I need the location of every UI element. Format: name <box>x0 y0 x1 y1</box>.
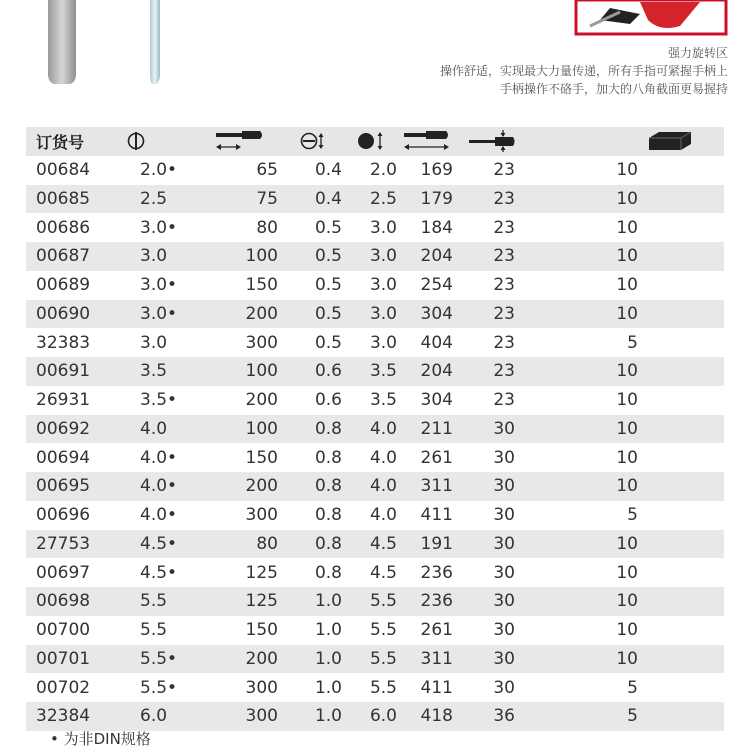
tip-diameter-cell: 5.5 <box>342 616 397 645</box>
blade-length-cell: 200 <box>196 386 282 415</box>
total-length-cell: 179 <box>397 185 457 214</box>
blade-thickness-cell: 1.0 <box>282 587 342 616</box>
handle-closeup-image <box>576 0 726 34</box>
pack-quantity-cell: 10 <box>527 415 724 444</box>
handle-diameter-cell: 30 <box>457 530 527 559</box>
table-row <box>26 213 724 242</box>
order-number-cell: 00691 <box>26 357 126 386</box>
blade-length-cell: 100 <box>196 242 282 271</box>
blade-thickness-cell: 0.5 <box>282 328 342 357</box>
handle-diameter-icon <box>457 127 527 156</box>
blade-side-image <box>150 0 160 84</box>
pack-quantity-cell: 10 <box>527 472 724 501</box>
tip-diameter-cell: 5.5 <box>342 645 397 674</box>
handle-diameter-cell: 30 <box>457 587 527 616</box>
blade-thickness-cell: 0.8 <box>282 472 342 501</box>
tip-diameter-cell: 4.0 <box>342 472 397 501</box>
blade-thickness-cell: 1.0 <box>282 673 342 702</box>
table-row <box>26 271 724 300</box>
order-number-cell: 00686 <box>26 213 126 242</box>
pack-quantity-cell: 10 <box>527 185 724 214</box>
blade-width-cell: 4.0 <box>126 415 196 444</box>
order-number-cell: 00685 <box>26 185 126 214</box>
blade-width-cell: 6.0 <box>126 702 196 731</box>
tip-diameter-cell: 4.5 <box>342 530 397 559</box>
order-number-cell: 00700 <box>26 616 126 645</box>
tip-diameter-cell: 6.0 <box>342 702 397 731</box>
blade-width-cell: 4.0• <box>126 472 196 501</box>
total-length-cell: 254 <box>397 271 457 300</box>
pack-quantity-cell: 5 <box>527 501 724 530</box>
table-header-row <box>26 127 724 156</box>
pack-quantity-cell: 10 <box>527 616 724 645</box>
blade-length-cell: 300 <box>196 673 282 702</box>
blade-length-cell: 200 <box>196 645 282 674</box>
blade-thickness-cell: 0.8 <box>282 558 342 587</box>
blade-length-cell: 300 <box>196 328 282 357</box>
blade-length-cell: 200 <box>196 472 282 501</box>
blade-length-cell: 150 <box>196 271 282 300</box>
table-row <box>26 357 724 386</box>
blade-width-cell: 5.5• <box>126 673 196 702</box>
handle-diameter-cell: 30 <box>457 501 527 530</box>
total-length-cell: 418 <box>397 702 457 731</box>
blade-thickness-cell: 0.5 <box>282 213 342 242</box>
table-row <box>26 501 724 530</box>
blade-thickness-icon <box>282 127 342 156</box>
blade-width-cell: 4.0• <box>126 443 196 472</box>
table-row <box>26 558 724 587</box>
caption-title: 强力旋转区 <box>667 46 728 60</box>
spec-table <box>26 127 724 731</box>
order-number-cell: 00690 <box>26 300 126 329</box>
blade-thickness-cell: 1.0 <box>282 702 342 731</box>
order-number-cell: 27753 <box>26 530 126 559</box>
table-row <box>26 300 724 329</box>
pack-quantity-icon <box>527 127 724 156</box>
pack-quantity-cell: 10 <box>527 300 724 329</box>
total-length-cell: 411 <box>397 673 457 702</box>
table-row <box>26 242 724 271</box>
blade-thickness-cell: 0.5 <box>282 271 342 300</box>
handle-diameter-cell: 23 <box>457 185 527 214</box>
total-length-cell: 236 <box>397 587 457 616</box>
blade-thickness-cell: 0.8 <box>282 501 342 530</box>
handle-diameter-cell: 30 <box>457 673 527 702</box>
blade-front-image <box>48 0 76 84</box>
order-number-header: 订货号 <box>26 127 126 156</box>
blade-width-cell: 5.5 <box>126 587 196 616</box>
footnote: • 为非DIN规格 <box>50 730 151 748</box>
handle-diameter-cell: 30 <box>457 472 527 501</box>
blade-length-cell: 65 <box>196 156 282 185</box>
total-length-cell: 169 <box>397 156 457 185</box>
tip-diameter-cell: 3.0 <box>342 300 397 329</box>
table-row <box>26 673 724 702</box>
caption-line-2: 手柄操作不硌手，加大的八角截面更易握持 <box>499 82 728 96</box>
tip-diameter-cell: 5.5 <box>342 673 397 702</box>
order-number-cell: 32384 <box>26 702 126 731</box>
pack-quantity-cell: 10 <box>527 558 724 587</box>
pack-quantity-cell: 5 <box>527 702 724 731</box>
total-length-cell: 404 <box>397 328 457 357</box>
blade-width-cell: 3.0• <box>126 213 196 242</box>
blade-width-icon <box>126 127 196 156</box>
blade-width-cell: 3.5 <box>126 357 196 386</box>
blade-length-icon <box>196 127 282 156</box>
order-number-cell: 00684 <box>26 156 126 185</box>
tip-diameter-icon <box>342 127 397 156</box>
order-number-cell: 00694 <box>26 443 126 472</box>
blade-thickness-cell: 0.4 <box>282 156 342 185</box>
handle-diameter-cell: 36 <box>457 702 527 731</box>
order-number-cell: 00701 <box>26 645 126 674</box>
pack-quantity-cell: 10 <box>527 645 724 674</box>
handle-diameter-cell: 23 <box>457 386 527 415</box>
table-row <box>26 415 724 444</box>
pack-quantity-cell: 10 <box>527 271 724 300</box>
order-number-cell: 00692 <box>26 415 126 444</box>
table-row <box>26 328 724 357</box>
tip-diameter-cell: 4.0 <box>342 415 397 444</box>
blade-width-cell: 4.5• <box>126 558 196 587</box>
pack-quantity-cell: 10 <box>527 587 724 616</box>
blade-thickness-cell: 0.8 <box>282 443 342 472</box>
blade-width-cell: 3.0• <box>126 300 196 329</box>
order-number-cell: 26931 <box>26 386 126 415</box>
spec-table-body <box>26 156 724 731</box>
handle-diameter-cell: 23 <box>457 213 527 242</box>
blade-length-cell: 300 <box>196 501 282 530</box>
total-length-cell: 261 <box>397 616 457 645</box>
order-number-cell: 00702 <box>26 673 126 702</box>
tip-diameter-cell: 4.0 <box>342 443 397 472</box>
table-row <box>26 530 724 559</box>
tip-diameter-cell: 2.5 <box>342 185 397 214</box>
blade-width-cell: 3.0• <box>126 271 196 300</box>
total-length-cell: 204 <box>397 357 457 386</box>
blade-thickness-cell: 0.4 <box>282 185 342 214</box>
blade-length-cell: 150 <box>196 443 282 472</box>
total-length-cell: 261 <box>397 443 457 472</box>
table-row <box>26 702 724 731</box>
pack-quantity-cell: 5 <box>527 673 724 702</box>
blade-thickness-cell: 1.0 <box>282 616 342 645</box>
blade-length-cell: 125 <box>196 587 282 616</box>
pack-quantity-cell: 10 <box>527 242 724 271</box>
tip-diameter-cell: 3.0 <box>342 242 397 271</box>
blade-length-cell: 100 <box>196 415 282 444</box>
handle-diameter-cell: 23 <box>457 242 527 271</box>
blade-length-cell: 100 <box>196 357 282 386</box>
blade-width-cell: 3.0 <box>126 242 196 271</box>
blade-thickness-cell: 1.0 <box>282 645 342 674</box>
table-row <box>26 616 724 645</box>
blade-length-cell: 80 <box>196 213 282 242</box>
total-length-cell: 411 <box>397 501 457 530</box>
order-number-cell: 00698 <box>26 587 126 616</box>
blade-length-cell: 80 <box>196 530 282 559</box>
total-length-cell: 311 <box>397 645 457 674</box>
table-row <box>26 587 724 616</box>
tip-diameter-cell: 4.0 <box>342 501 397 530</box>
blade-width-cell: 5.5• <box>126 645 196 674</box>
pack-quantity-cell: 10 <box>527 386 724 415</box>
handle-diameter-cell: 30 <box>457 558 527 587</box>
blade-width-cell: 5.5 <box>126 616 196 645</box>
handle-diameter-cell: 23 <box>457 271 527 300</box>
blade-thickness-cell: 0.5 <box>282 242 342 271</box>
pack-quantity-cell: 10 <box>527 357 724 386</box>
blade-width-cell: 3.0 <box>126 328 196 357</box>
order-number-cell: 00696 <box>26 501 126 530</box>
blade-length-cell: 125 <box>196 558 282 587</box>
blade-thickness-cell: 0.8 <box>282 530 342 559</box>
blade-length-cell: 300 <box>196 702 282 731</box>
tip-diameter-cell: 3.0 <box>342 271 397 300</box>
total-length-icon <box>397 127 457 156</box>
blade-width-cell: 4.0• <box>126 501 196 530</box>
order-number-cell: 00689 <box>26 271 126 300</box>
order-number-cell: 00695 <box>26 472 126 501</box>
handle-diameter-cell: 23 <box>457 357 527 386</box>
blade-width-cell: 2.5 <box>126 185 196 214</box>
total-length-cell: 184 <box>397 213 457 242</box>
order-number-cell: 00697 <box>26 558 126 587</box>
tip-diameter-cell: 4.5 <box>342 558 397 587</box>
tip-diameter-cell: 5.5 <box>342 587 397 616</box>
blade-length-cell: 75 <box>196 185 282 214</box>
total-length-cell: 191 <box>397 530 457 559</box>
feature-caption <box>440 44 728 98</box>
handle-diameter-cell: 30 <box>457 645 527 674</box>
table-row <box>26 645 724 674</box>
handle-diameter-cell: 23 <box>457 156 527 185</box>
total-length-cell: 236 <box>397 558 457 587</box>
total-length-cell: 311 <box>397 472 457 501</box>
tip-diameter-cell: 2.0 <box>342 156 397 185</box>
tip-diameter-cell: 3.0 <box>342 328 397 357</box>
tip-diameter-cell: 3.0 <box>342 213 397 242</box>
table-row <box>26 472 724 501</box>
handle-diameter-cell: 30 <box>457 415 527 444</box>
order-number-cell: 00687 <box>26 242 126 271</box>
blade-width-cell: 2.0• <box>126 156 196 185</box>
pack-quantity-cell: 10 <box>527 530 724 559</box>
blade-length-cell: 150 <box>196 616 282 645</box>
pack-quantity-cell: 10 <box>527 443 724 472</box>
handle-diameter-cell: 23 <box>457 328 527 357</box>
pack-quantity-cell: 10 <box>527 156 724 185</box>
total-length-cell: 304 <box>397 386 457 415</box>
pack-quantity-cell: 10 <box>527 213 724 242</box>
blade-thickness-cell: 0.6 <box>282 357 342 386</box>
total-length-cell: 204 <box>397 242 457 271</box>
blade-width-cell: 4.5• <box>126 530 196 559</box>
tip-diameter-cell: 3.5 <box>342 386 397 415</box>
table-row <box>26 443 724 472</box>
caption-line-1: 操作舒适，实现最大力量传递，所有手指可紧握手柄上 <box>439 64 728 78</box>
handle-diameter-cell: 30 <box>457 443 527 472</box>
table-row <box>26 185 724 214</box>
tip-diameter-cell: 3.5 <box>342 357 397 386</box>
blade-width-cell: 3.5• <box>126 386 196 415</box>
order-number-cell: 32383 <box>26 328 126 357</box>
table-row <box>26 156 724 185</box>
blade-thickness-cell: 0.5 <box>282 300 342 329</box>
handle-diameter-cell: 30 <box>457 616 527 645</box>
blade-thickness-cell: 0.8 <box>282 415 342 444</box>
total-length-cell: 211 <box>397 415 457 444</box>
pack-quantity-cell: 5 <box>527 328 724 357</box>
blade-length-cell: 200 <box>196 300 282 329</box>
table-row <box>26 386 724 415</box>
blade-thickness-cell: 0.6 <box>282 386 342 415</box>
total-length-cell: 304 <box>397 300 457 329</box>
handle-diameter-cell: 23 <box>457 300 527 329</box>
